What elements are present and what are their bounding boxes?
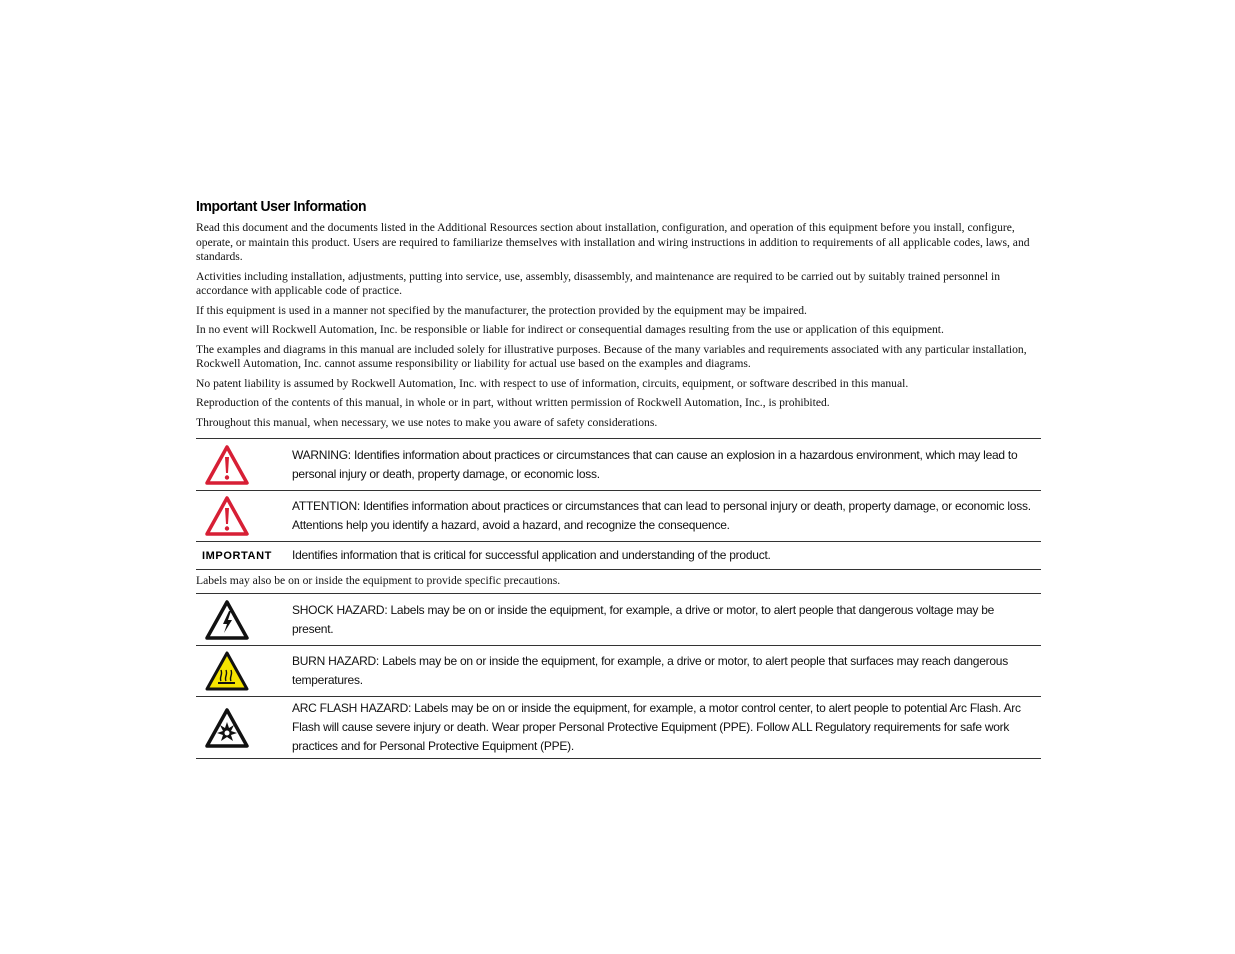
arc-flash-hazard-text: ARC FLASH HAZARD: Labels may be on or inside the equipment, for example, a motor control center, to alert people to potential Arc Flash. Arc Flash will cause severe injury or death. Wear proper Personal Protective Equipment (PPE). Follow ALL Regulatory requirements for safe work practices and for Personal Protective Equipment (PPE). bbox=[292, 701, 1021, 753]
attention-icon-cell bbox=[196, 495, 292, 537]
shock-hazard-text: SHOCK HAZARD: Labels may be on or inside the equipment, for example, a drive or motor, to alert people that dangerous voltage may be present. bbox=[292, 602, 995, 636]
shock-hazard-icon bbox=[204, 599, 250, 641]
paragraph-liability: In no event will Rockwell Automation, Inc. be responsible or liable for indirect or consequential damages resulting from the use or application of this equipment. bbox=[196, 323, 944, 336]
warning-icon-cell bbox=[196, 444, 292, 486]
arc-flash-row bbox=[196, 697, 1041, 759]
warning-triangle-icon bbox=[204, 444, 250, 486]
attention-triangle-icon bbox=[204, 495, 250, 537]
safety-notes-table bbox=[196, 438, 1041, 570]
arc-flash-hazard-icon bbox=[204, 707, 250, 749]
warning-text: WARNING: Identifies information about practices or circumstances that can cause an explosion in a hazardous environment, which may lead to personal injury or death, property damage, or economic loss. bbox=[292, 447, 1018, 481]
labels-intro: Labels may also be on or inside the equipment to provide specific precautions. bbox=[196, 570, 1041, 594]
page-title: Important User Information bbox=[196, 198, 367, 215]
shock-icon-cell bbox=[196, 599, 292, 641]
arc-icon-cell bbox=[196, 707, 292, 749]
important-label: IMPORTANT bbox=[202, 549, 272, 562]
burn-hazard-text: BURN HAZARD: Labels may be on or inside the equipment, for example, a drive or motor, to alert people that surfaces may reach dangerous temperatures. bbox=[292, 654, 1008, 687]
paragraph-protection-impaired: If this equipment is used in a manner not specified by the manufacturer, the protection provided by the equipment may be impaired. bbox=[196, 303, 807, 317]
attention-text: ATTENTION: Identifies information about practices or circumstances that can lead to personal injury or death, property damage, or economic loss. Attentions help you identify a hazard, avoid a hazard, and recognize the consequence. bbox=[292, 499, 1031, 532]
attention-row bbox=[196, 491, 1041, 542]
warning-row bbox=[196, 439, 1041, 491]
hazard-labels-table bbox=[196, 594, 1041, 759]
burn-hazard-row bbox=[196, 646, 1041, 697]
shock-hazard-row bbox=[196, 594, 1041, 646]
page-content bbox=[196, 198, 1041, 759]
important-label-cell bbox=[196, 550, 292, 562]
important-text: Identifies information that is critical for successful application and understanding of the product. bbox=[292, 548, 771, 562]
paragraph-read-documents: Read this document and the documents listed in the Additional Resources section about installation, configuration, and operation of this equipment before you install, configure, operate, or maintain this product. Users are required to familiarize themselves with installation and wiring instructions in addition to requirements of all applicable codes, laws, and standards. bbox=[196, 221, 1030, 263]
burn-icon-cell bbox=[196, 650, 292, 692]
paragraph-trained-personnel: Activities including installation, adjustments, putting into service, use, assembly, disassembly, and maintenance are required to be carried out by suitably trained personnel in accordance with applicable code of practice. bbox=[196, 269, 1001, 297]
paragraph-examples: The examples and diagrams in this manual are included solely for illustrative purposes. Because of the many variables and requirements associated with any particular installation, Rockwell Automation, Inc. cannot assume responsibility or liability for actual use based on the examples and diagrams. bbox=[196, 342, 1027, 370]
paragraph-patent: No patent liability is assumed by Rockwell Automation, Inc. with respect to use of information, circuits, equipment, or software described in this manual. bbox=[196, 376, 909, 390]
burn-hazard-icon bbox=[204, 650, 250, 692]
paragraph-safety-notes: Throughout this manual, when necessary, we use notes to make you aware of safety considerations. bbox=[196, 415, 658, 429]
important-row bbox=[196, 542, 1041, 570]
paragraph-reproduction: Reproduction of the contents of this manual, in whole or in part, without written permission of Rockwell Automation, Inc., is prohibited. bbox=[196, 396, 830, 409]
